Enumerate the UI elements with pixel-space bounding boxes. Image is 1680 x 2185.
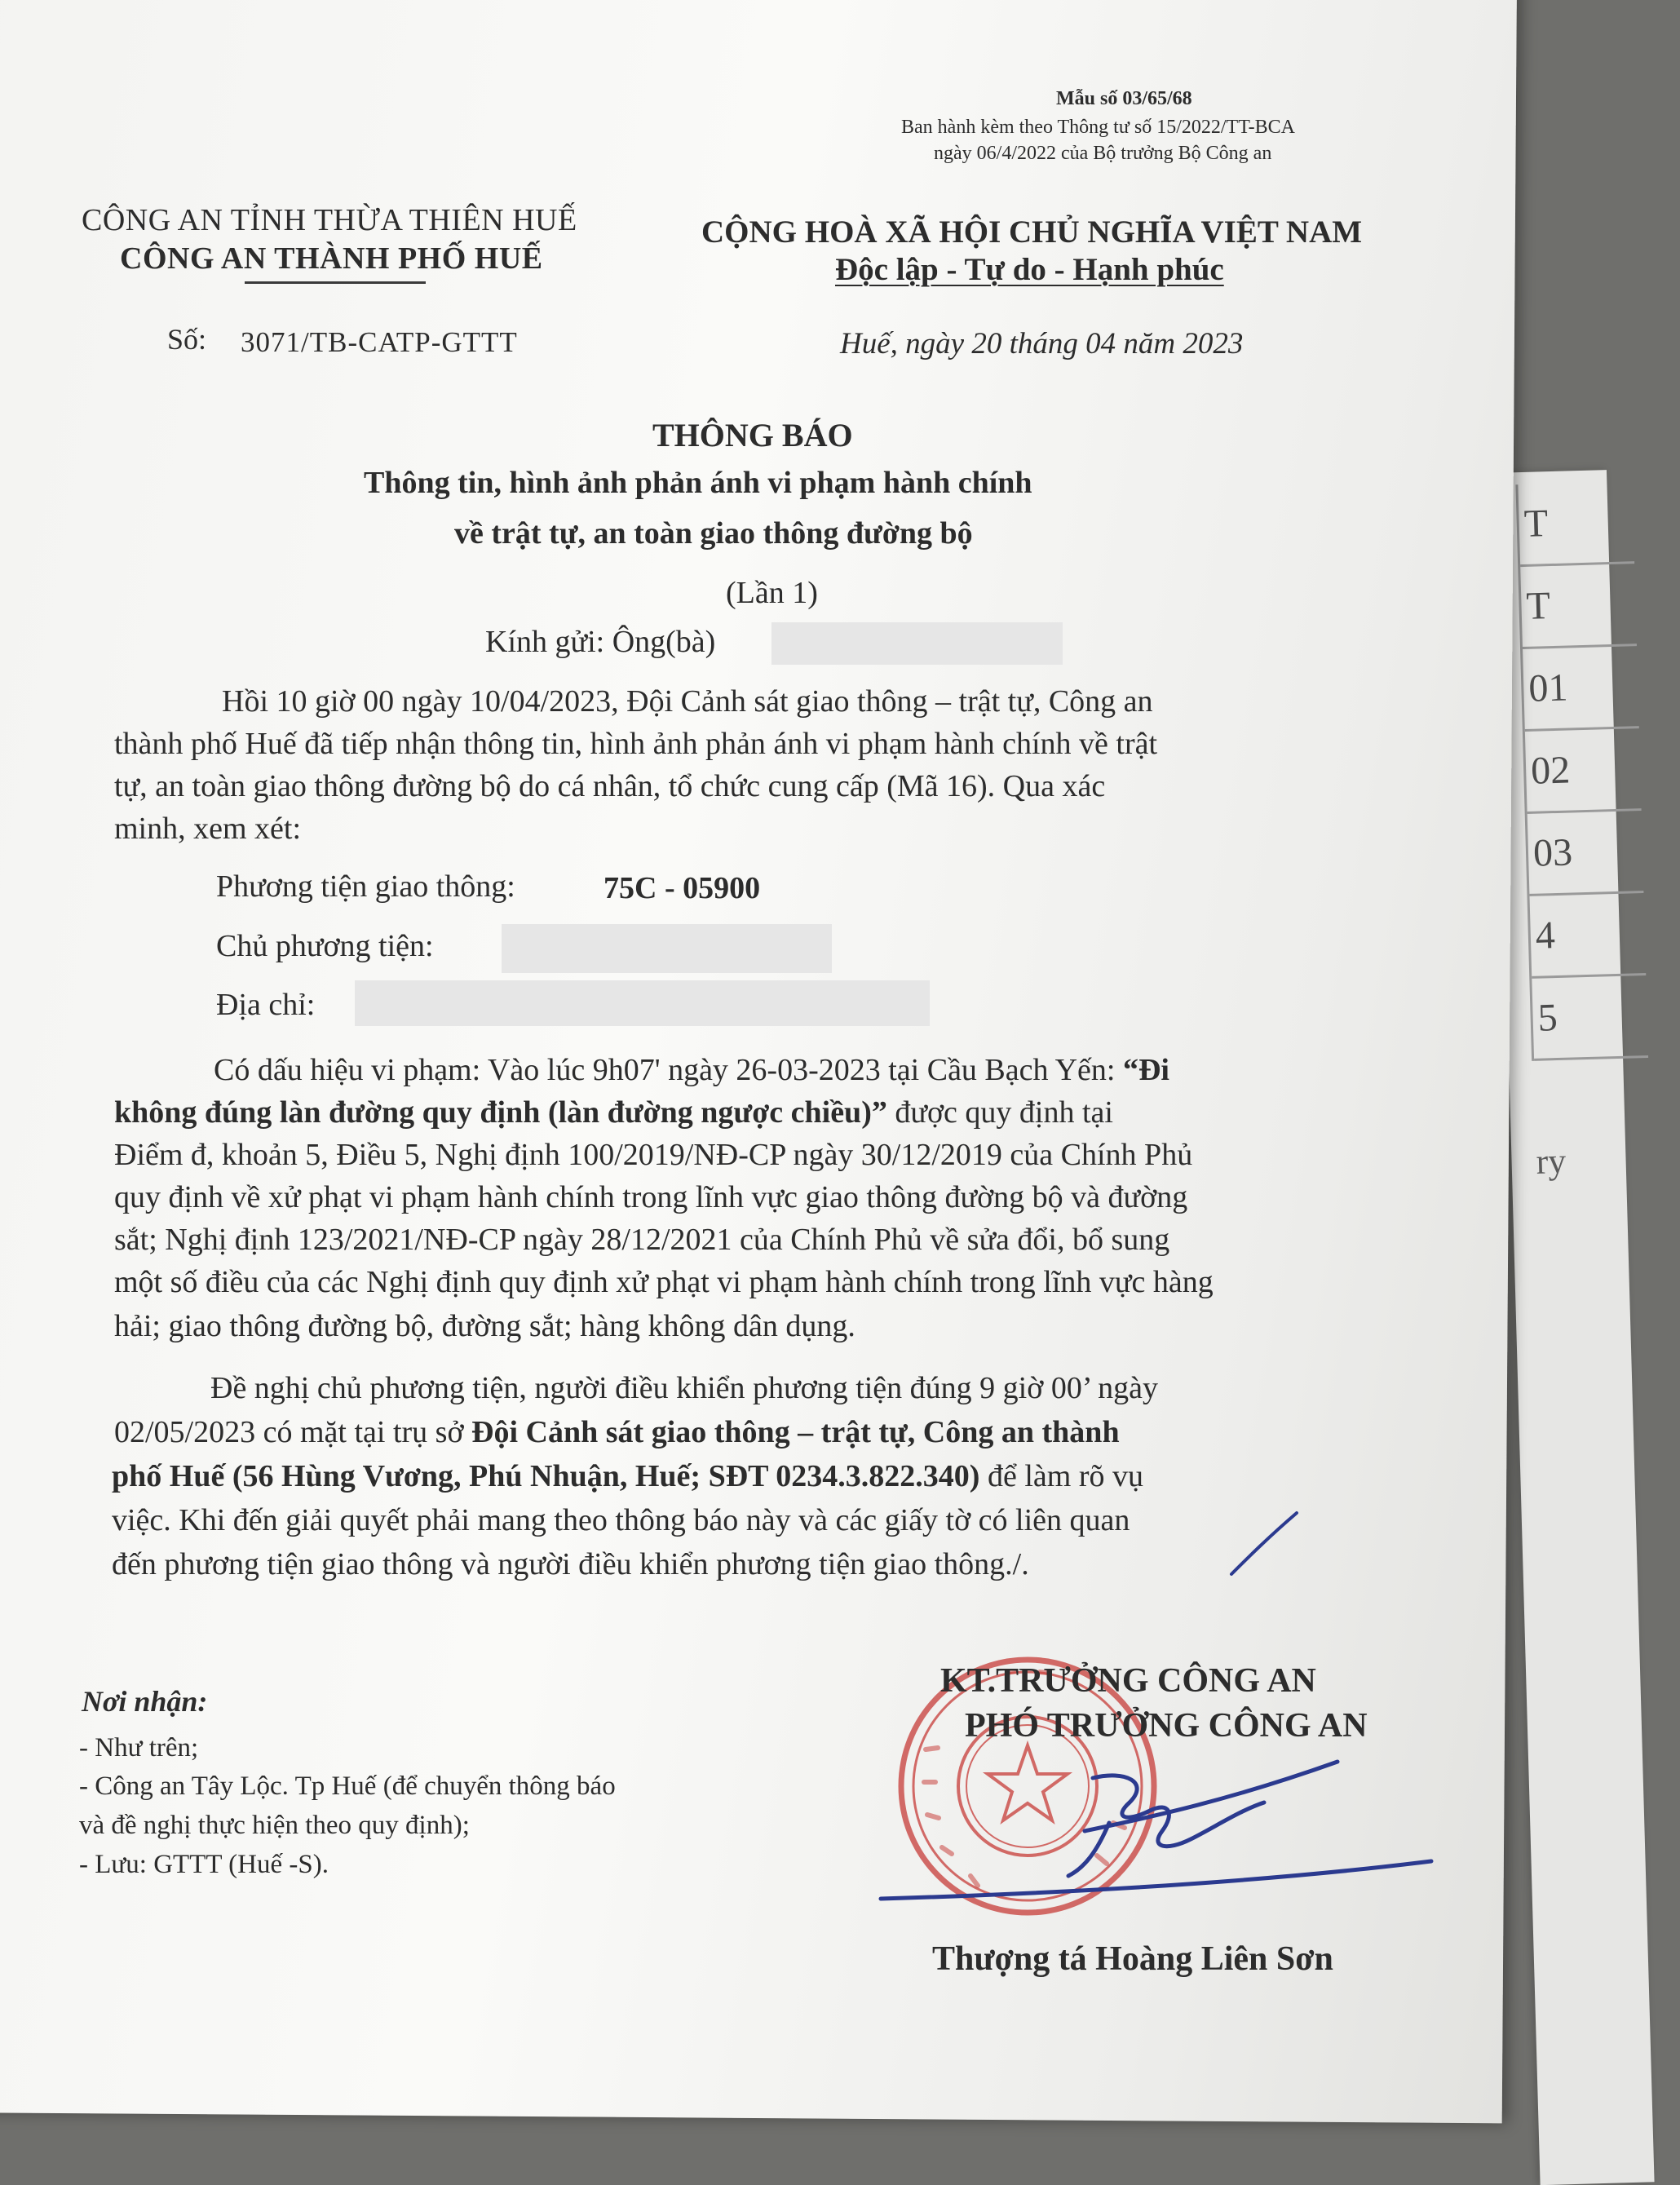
form-number: Mẫu số 03/65/68: [1056, 88, 1192, 109]
national-title: CỘNG HOÀ XÃ HỘI CHỦ NGHĨA VIỆT NAM: [701, 215, 1363, 250]
background-table-row: T: [1520, 564, 1637, 649]
check-mark-icon: [1223, 1509, 1305, 1582]
paragraph-3-line-1: Đề nghị chủ phương tiện, người điều khiển phương tiện đúng 9 giờ 00’ ngày: [210, 1371, 1159, 1405]
notice-subtitle-line-1: Thông tin, hình ảnh phản ánh vi phạm hành chính: [364, 466, 1032, 500]
background-table-row: 02: [1525, 728, 1642, 814]
notice-heading: THÔNG BÁO: [652, 417, 853, 453]
address-label: Địa chỉ:: [216, 988, 316, 1022]
paragraph-3-line-4: việc. Khi đến giải quyết phải mang theo thông báo này và các giấy tờ có liên quan: [112, 1503, 1130, 1537]
place-date: Huế, ngày 20 tháng 04 năm 2023: [840, 327, 1244, 360]
redacted-owner: [502, 924, 832, 973]
recipient-label: Kính gửi: Ông(bà): [485, 625, 716, 659]
agency-unit: CÔNG AN THÀNH PHỐ HUẾ: [120, 241, 543, 276]
violation-regulation-lead: được quy định tại: [895, 1095, 1113, 1130]
paragraph-2-line-5: sắt; Nghị định 123/2021/NĐ-CP ngày 28/12/2021 của Chính Phủ về sửa đổi, bổ sung: [114, 1223, 1170, 1257]
paragraph-2-line-4: quy định về xử phạt vi phạm hành chính trong lĩnh vực giao thông đường bộ và đường: [114, 1180, 1188, 1214]
form-issued-line-1: Ban hành kèm theo Thông tư số 15/2022/TT-BCA: [901, 117, 1295, 138]
document-number: 3071/TB-CATP-GTTT: [241, 326, 518, 358]
signature-line-2: PHÓ TRƯỞNG CÔNG AN: [965, 1707, 1368, 1745]
paragraph-1-line-1: Hồi 10 giờ 00 ngày 10/04/2023, Đội Cảnh sát giao thông – trật tự, Công an: [222, 684, 1153, 719]
notice-round: (Lần 1): [726, 576, 818, 610]
recipient-item-3: - Lưu: GTTT (Huế -S).: [79, 1850, 329, 1879]
recipient-item-2-line-2: và đề nghị thực hiện theo quy định);: [79, 1811, 470, 1840]
background-table-row: 4: [1530, 893, 1647, 979]
agency-underline: [245, 281, 426, 284]
appointment-purpose: để làm rõ vụ: [987, 1459, 1143, 1493]
paragraph-3-line-2: [114, 1414, 1120, 1450]
notice-subtitle-line-2: về trật tự, an toàn giao thông đường bộ: [454, 516, 973, 551]
agency-parent: CÔNG AN TỈNH THỪA THIÊN HUẾ: [82, 203, 577, 237]
violation-description: không đúng làn đường quy định (làn đường ngược chiều)”: [114, 1095, 887, 1130]
form-issued-line-2: ngày 06/4/2022 của Bộ trưởng Bộ Công an: [934, 143, 1272, 164]
paragraph-2-line-6: một số điều của các Nghị định quy định xử phạt vi phạm hành chính trong lĩnh vực hàng: [114, 1265, 1214, 1299]
paragraph-3-line-3: [112, 1458, 1143, 1494]
office-address: phố Huế (56 Hùng Vương, Phú Nhuận, Huế; SĐT 0234.3.822.340): [112, 1459, 980, 1493]
background-table-row: 01: [1523, 646, 1639, 732]
vehicle-plate: 75C - 05900: [603, 871, 761, 905]
violation-intro: Có dấu hiệu vi phạm: Vào lúc 9h07' ngày 26-03-2023 tại Cầu Bạch Yến:: [214, 1053, 1116, 1087]
background-table-row: T: [1518, 481, 1634, 567]
paragraph-1-line-2: thành phố Huế đã tiếp nhận thông tin, hình ảnh phản ánh vi phạm hành chính về trật: [114, 727, 1158, 761]
recipient-item-2-line-1: - Công an Tây Lộc. Tp Huế (để chuyển thông báo: [79, 1771, 616, 1801]
recipients-title: Nơi nhận:: [82, 1685, 208, 1718]
paragraph-2-line-2: [114, 1095, 1113, 1130]
background-table-row: 5: [1532, 975, 1648, 1061]
national-motto: Độc lập - Tự do - Hạnh phúc: [835, 252, 1224, 287]
redacted-address: [355, 980, 930, 1026]
paragraph-1-line-4: minh, xem xét:: [114, 812, 302, 846]
paragraph-3-line-5: đến phương tiện giao thông và người điều khiển phương tiện giao thông./.: [112, 1547, 1029, 1581]
owner-label: Chủ phương tiện:: [216, 929, 434, 963]
appointment-date: 02/05/2023 có mặt tại trụ sở: [114, 1415, 464, 1449]
vehicle-label: Phương tiện giao thông:: [216, 869, 515, 904]
redacted-recipient: [771, 622, 1063, 665]
paragraph-2-line-1: [214, 1052, 1169, 1088]
paragraph-1-line-3: tự, an toàn giao thông đường bộ do cá nhân, tổ chức cung cấp (Mã 16). Qua xác: [114, 769, 1106, 803]
paragraph-2-line-3: Điểm đ, khoản 5, Điều 5, Nghị định 100/2019/NĐ-CP ngày 30/12/2019 của Chính Phủ: [114, 1138, 1193, 1172]
violation-quote-start: “Đi: [1122, 1053, 1169, 1087]
signer-name: Thượng tá Hoàng Liên Sơn: [932, 1940, 1333, 1978]
paragraph-2-line-7: hải; giao thông đường bộ, đường sắt; hàng không dân dụng.: [114, 1309, 855, 1343]
signature-line-1: KT.TRƯỞNG CÔNG AN: [940, 1662, 1316, 1700]
background-text-fragment: ry: [1535, 1140, 1567, 1182]
background-table-row: 03: [1527, 811, 1644, 896]
office-name: Đội Cảnh sát giao thông – trật tự, Công an thành: [471, 1415, 1120, 1449]
recipient-item-1: - Như trên;: [79, 1733, 199, 1763]
document-number-label: Số:: [167, 323, 207, 356]
handwritten-signature: [881, 1754, 1452, 1941]
